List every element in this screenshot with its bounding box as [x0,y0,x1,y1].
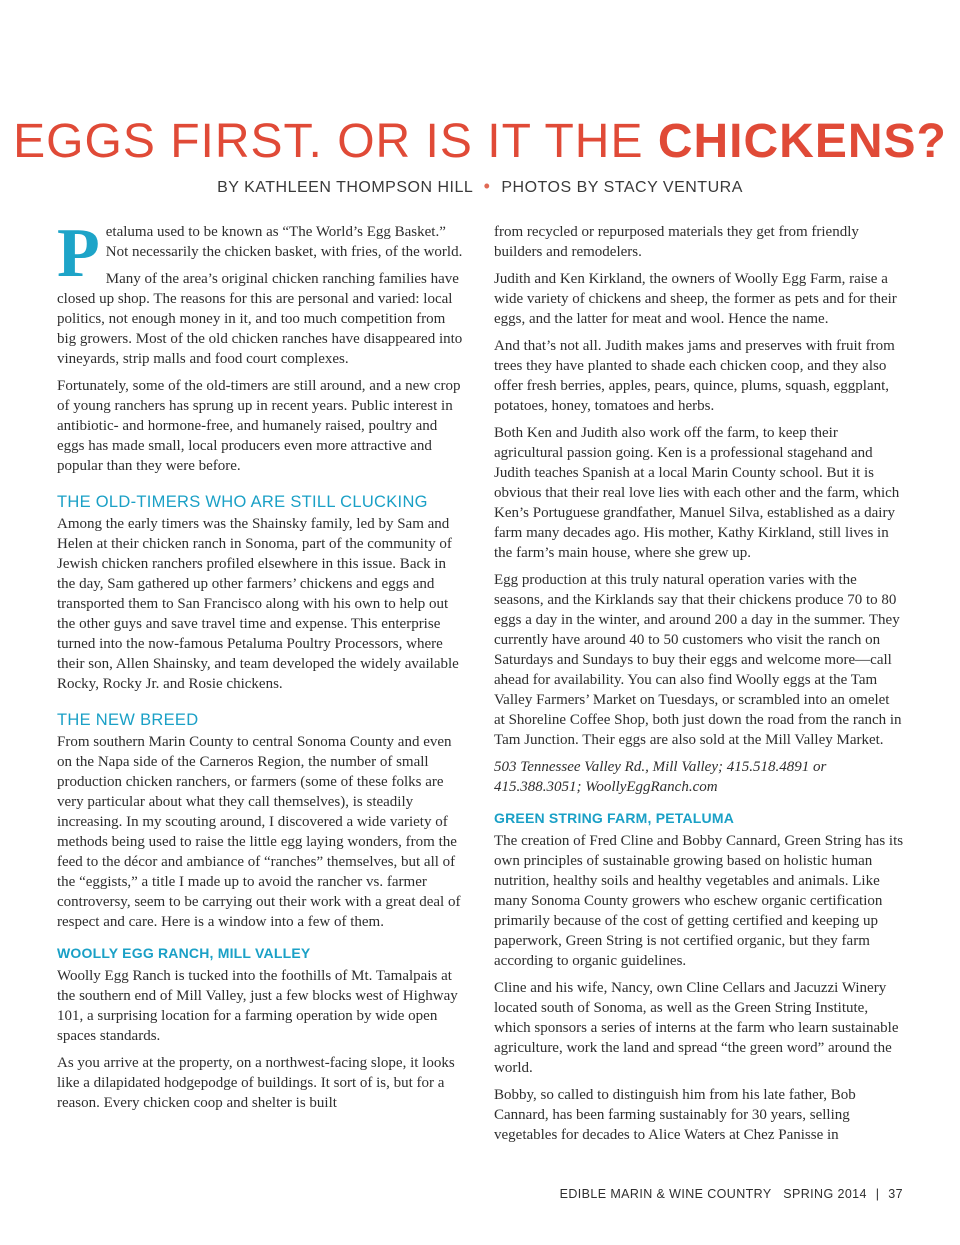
intro-text: etaluma used to be known as “The World’s Egg Basket.” Not necessarily the chicken basket, with fries, of the world. [105,224,463,260]
woolly-egg-address: 503 Tennessee Valley Rd., Mill Valley; 415.518.4891 or 415.388.3051; WoollyEggRanch.com [494,759,827,795]
subheading-woolly-egg-ranch: WOOLLY EGG RANCH, MILL VALLEY [57,945,311,961]
byline-photos: PHOTOS BY STACY VENTURA [501,179,743,196]
footer-separator: | [875,1187,880,1201]
footer-issue: SPRING 2014 [783,1187,867,1201]
article-title [0,112,960,172]
paragraph: Both Ken and Judith also work off the farm, to keep their agricultural passion going. Ken is a professional stagehand and Judith teaches Spanish at a local Marin County school. But it is obvious that their real love lies with each other and the farm, which Ken’s Portuguese grandfather, Manuel Silva, established as a dairy farm many decades ago. His mother, Kathy Kirkland, still lives in the farm’s main house, where she grew up. [494,425,900,561]
section-heading-old-timers: THE OLD-TIMERS WHO ARE STILL CLUCKING [57,493,428,511]
intro-paragraph [57,215,467,292]
section-heading-new-breed: THE NEW BREED [57,711,199,729]
paragraph: As you arrive at the property, on a northwest-facing slope, it looks like a dilapidated hodgepodge of buildings. It sort of is, but for a reason. Every chicken coop and shelter is built [57,1055,455,1111]
page-number: 37 [888,1187,903,1201]
subheading-green-string-farm: GREEN STRING FARM, PETALUMA [494,810,735,826]
paragraph: From southern Marin County to central Sonoma County and even on the Napa side of the Carneros Region, the number of small production chicken ranchers, or farmers (some of these folks are very particular about what they call themselves), is steadily increasing. In my scouting around, I discovered a wide variety of methods being used to raise the little egg laying wonders, from the feed to the décor and ambiance of “ranches” themselves, but all of the “eggists,” a title I made up to avoid the rancher vs. farmer controversy, seem to be carrying out their work with a great deal of respect and care. Here is a window into a few of them. [57,734,461,930]
byline-bullet: • [483,176,491,196]
left-column [57,215,467,1120]
paragraph: And that’s not all. Judith makes jams and preserves with fruit from trees they have planted to shade each chicken coop, and they also offer fresh berries, apples, pears, quince, plums, squash, eggplant, potatoes, honey, tomatoes and herbs. [494,338,895,414]
paragraph: Woolly Egg Ranch is tucked into the foothills of Mt. Tamalpais at the southern end of Mill Valley, just a few blocks west of Highway 101, a surprising location for a farming operation by wide open spaces standards. [57,968,458,1044]
title-regular: EGGS FIRST. OR IS IT THE [13,115,658,168]
page-footer [0,1187,903,1201]
paragraph: Judith and Ken Kirkland, the owners of Woolly Egg Farm, raise a wide variety of chickens and sheep, the former as pets and for their eggs, and the latter for meat and wool. Hence the name. [494,271,897,327]
right-column [494,222,904,1152]
paragraph: Egg production at this truly natural operation varies with the seasons, and the Kirklands say that their chickens produce 70 to 80 eggs a day in the winter, and around 200 a day in the summer. They currently have around 40 to 50 customers who visit the ranch on Saturdays and Sundays to buy their eggs and welcome more—call ahead for availability. You can also find Woolly eggs at the Tam Valley Farmers’ Market on Tuesdays, or scrambled into an omelet at Shoreline Coffee Shop, both just down the road from the ranch in Tam Junction. Their eggs are also sold at the Mill Valley Market. [494,572,902,748]
title-bold: CHICKENS? [657,115,947,168]
paragraph: Many of the area’s original chicken ranching families have closed up shop. The reasons for this are personal and varied: local politics, not enough money in it, and too much competition from big growers. Most of the old chicken ranches have disappeared into vineyards, strip malls and food court complexes. [57,271,463,367]
drop-cap: P [57,215,100,292]
paragraph: Bobby, so called to distinguish him from his late father, Bob Cannard, has been farming sustainably for 30 years, selling vegetables for decades to Alice Waters at Chez Panisse in [494,1087,856,1143]
byline [0,176,960,198]
footer-publication: EDIBLE MARIN & WINE COUNTRY [559,1187,772,1201]
paragraph: from recycled or repurposed materials they get from friendly builders and remodelers. [494,224,859,260]
paragraph: The creation of Fred Cline and Bobby Cannard, Green String has its own principles of sustainable growing based on holistic human nutrition, healthy soils and healthy vegetables and animals. Like many Sonoma County growers who eschew organic certification primarily because of the cost of getting certified and keeping up paperwork, Green String is not certified organic, but they farm according to organic guidelines. [494,833,904,969]
paragraph: Cline and his wife, Nancy, own Cline Cellars and Jacuzzi Winery located south of Sonoma, as well as the Green String Institute, which sponsors a series of interns at the farm who learn sustainable agriculture, work the land and spread “the green word” around the world. [494,980,899,1076]
paragraph: Among the early timers was the Shainsky family, led by Sam and Helen at their chicken ranch in Sonoma, part of the community of Jewish chicken ranchers profiled elsewhere in this issue. Back in the day, Sam gathered up other farmers’ chickens and eggs and transported them to San Francisco along with his own to help out the other guys and save travel time and expense. This enterprise turned into the now-famous Petaluma Poultry Processors, where their son, Allen Shainsky, and team developed the widely available Rocky, Rocky Jr. and Rosie chickens. [57,516,459,692]
paragraph: Fortunately, some of the old-timers are still around, and a new crop of young ranchers has sprung up in recent years. Public interest in antibiotic- and hormone-free, and humanely raised, poultry and eggs has made small, local producers even more attractive and popular than they were before. [57,378,461,474]
byline-author: BY KATHLEEN THOMPSON HILL [217,179,473,196]
